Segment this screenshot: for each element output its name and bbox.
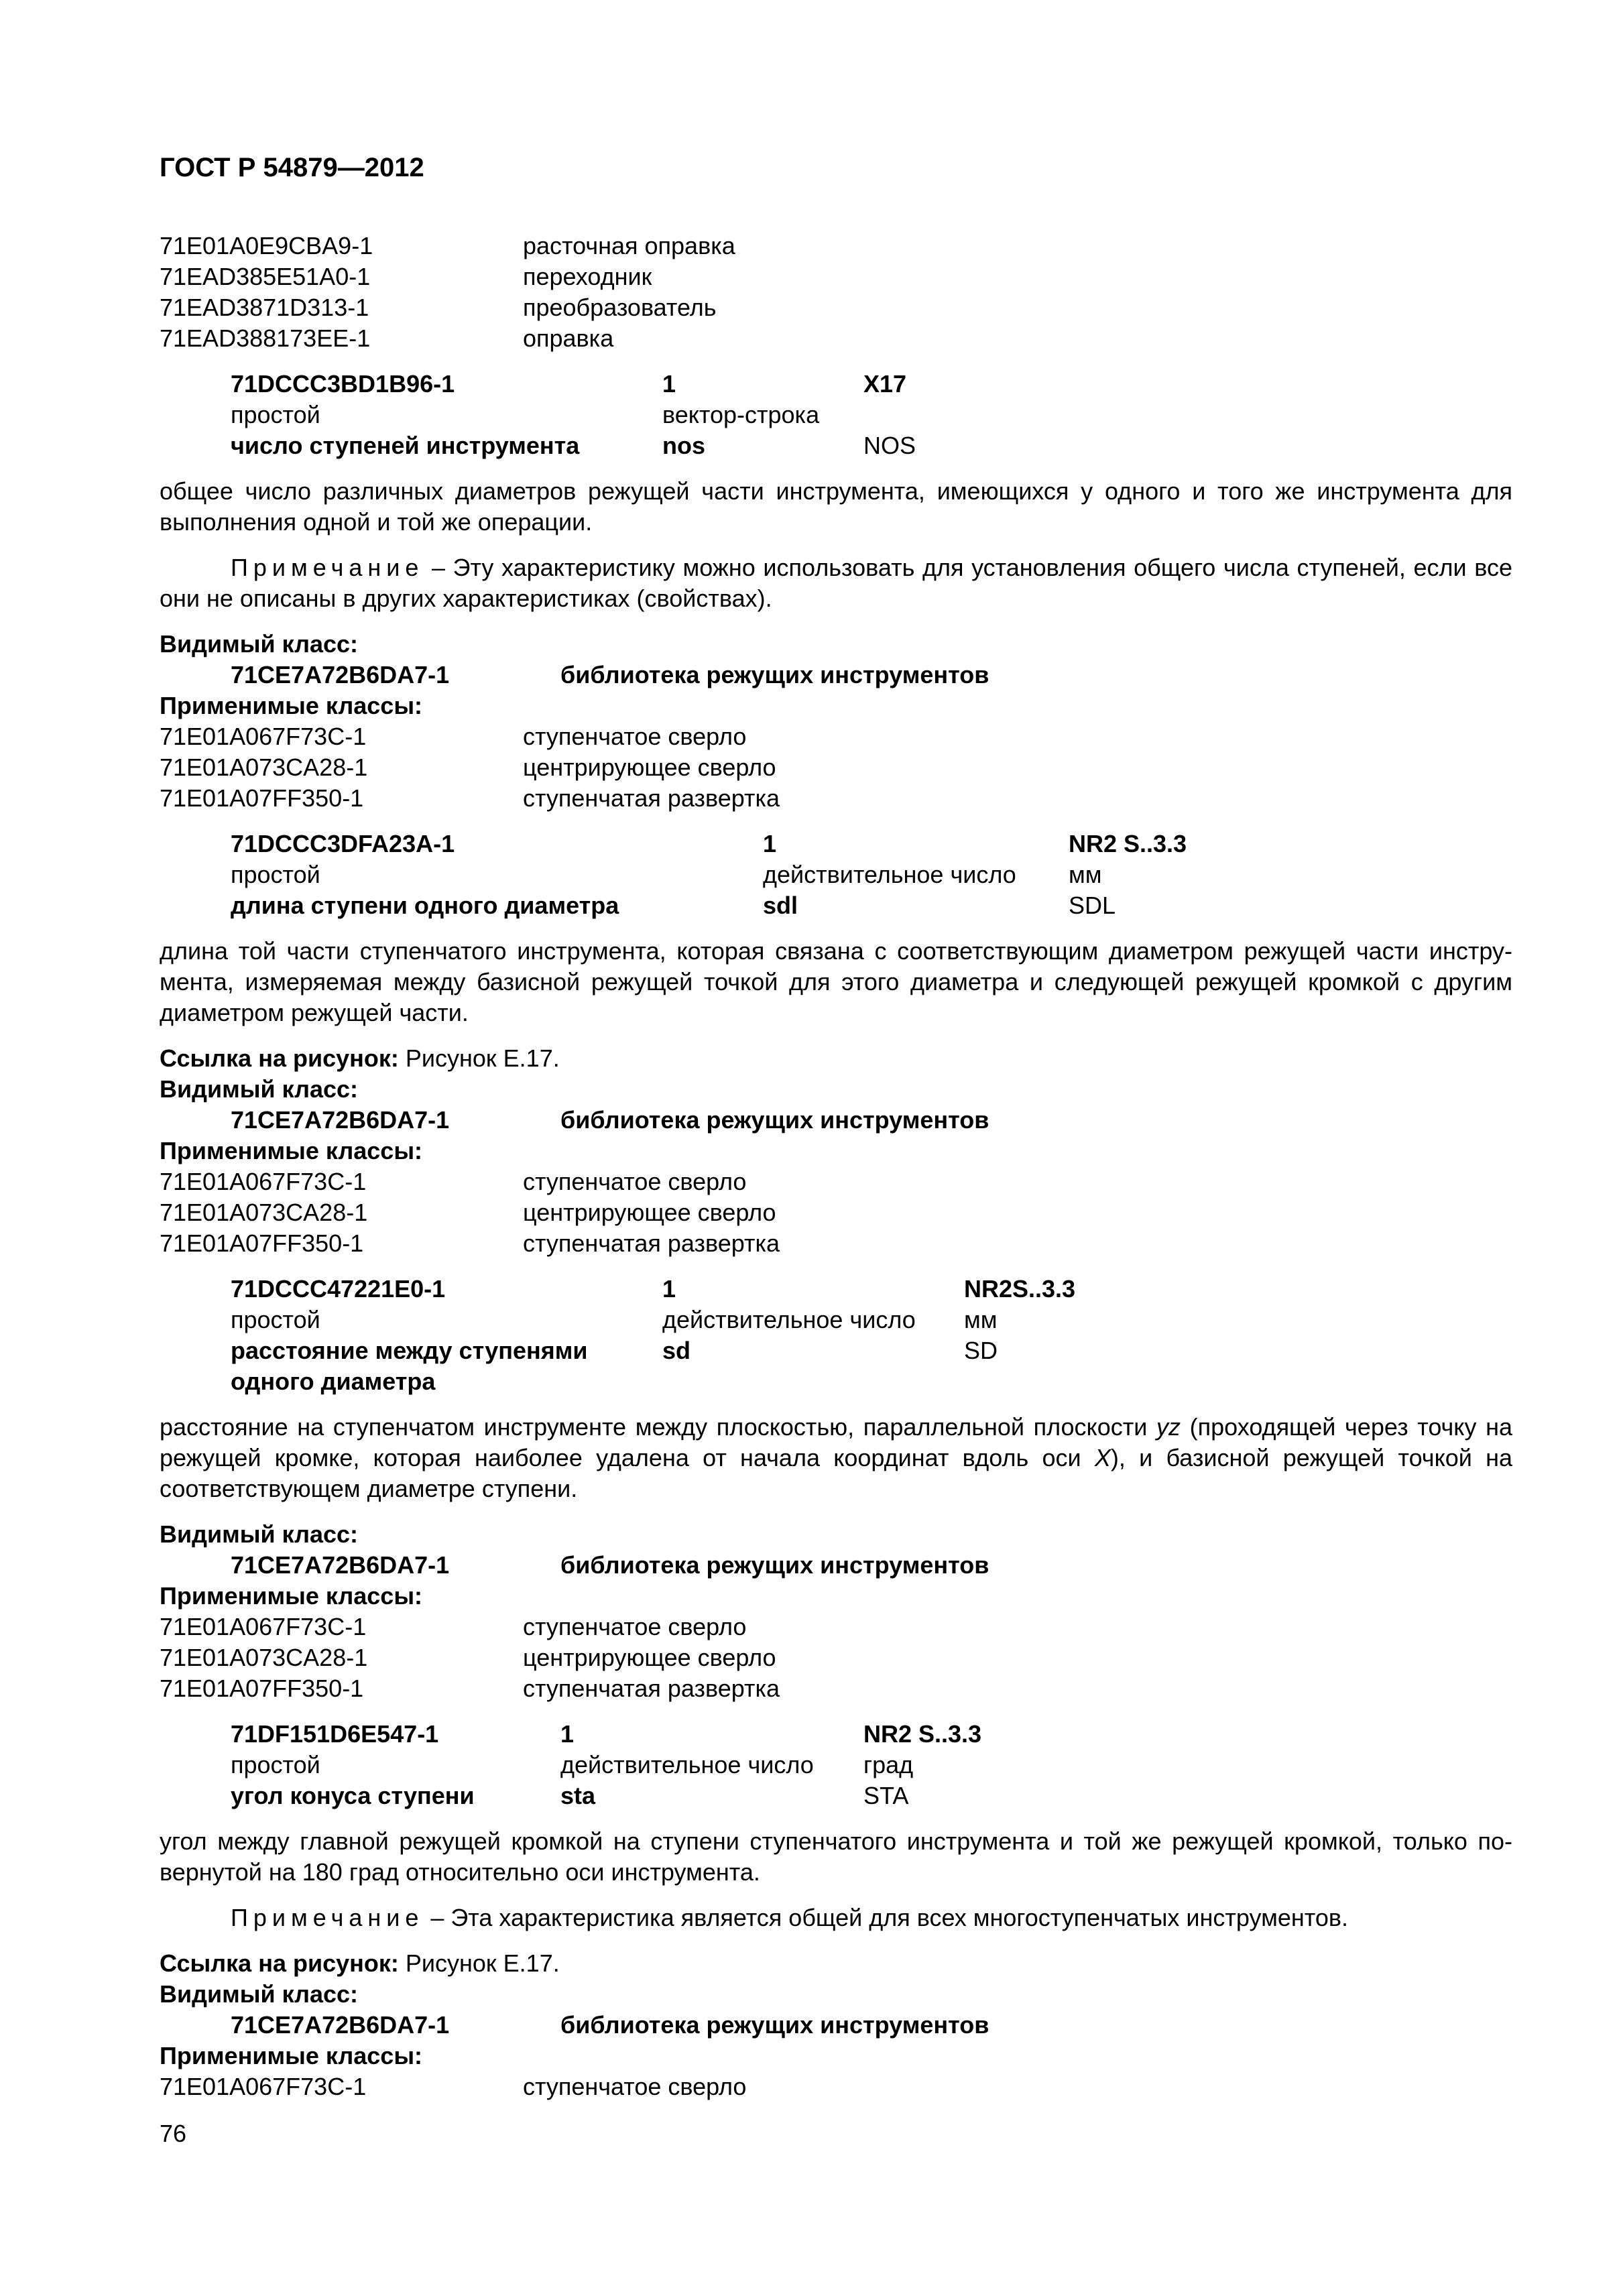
visible-class-label: Видимый класс: — [160, 1520, 358, 1548]
applicable-name: центрирующее сверло — [523, 1199, 776, 1226]
entry-version: 1 — [662, 1275, 676, 1303]
note — [160, 1902, 1512, 1933]
visible-class-label: Видимый класс: — [160, 1075, 358, 1103]
definition-text: расстояние на ступенчатом инструменте между плоскостью, параллельной плоскости — [160, 1413, 1156, 1441]
applicable-name: ступенчатое сверло — [523, 1168, 747, 1195]
list-code: 71E01A0E9CBA9-1 — [160, 232, 373, 259]
entry-definition — [160, 1412, 1512, 1504]
entry-definition: общее число различных диаметров режущей части инструмента, имеющихся у одного и того же инструмента для выполнения одной и той же операции. — [160, 477, 1512, 536]
list-name: преобразователь — [523, 294, 717, 321]
visible-class-code: 71CE7A72B6DA7-1 — [231, 2011, 450, 2039]
visible-class-code: 71CE7A72B6DA7-1 — [231, 1551, 450, 1579]
applicable-code: 71E01A067F73C-1 — [160, 723, 367, 750]
applicable-label: Применимые классы: — [160, 1137, 423, 1164]
applicable-label: Применимые классы: — [160, 1582, 423, 1610]
entry-name: расстояние между ступенями — [231, 1337, 588, 1364]
list-code: 71EAD385E51A0-1 — [160, 263, 371, 290]
applicable-code: 71E01A07FF350-1 — [160, 1229, 364, 1257]
entry-code: 71DF151D6E547-1 — [231, 1720, 439, 1748]
entry-type: действительное число — [560, 1751, 814, 1778]
entry-short: nos — [662, 432, 706, 459]
entry-ref: NR2 S..3.3 — [863, 1720, 982, 1748]
page-number: 76 — [160, 2120, 187, 2147]
note-label: Примечание — [231, 554, 424, 581]
definition-text: ), и базисной режущей точкой на соответствующем диаметре ступени. — [160, 1444, 1512, 1502]
figure-ref-value: Рисунок Е.17. — [398, 1044, 560, 1072]
note-text: – Эта характеристика является общей для всех многоступенчатых инструментов. — [424, 1904, 1348, 1931]
note-label: Примечание — [231, 1904, 424, 1931]
entry-abbr: NOS — [863, 432, 916, 459]
entry-kind: простой — [231, 1751, 320, 1778]
entry-version: 1 — [560, 1720, 575, 1748]
applicable-code: 71E01A073CA28-1 — [160, 1199, 368, 1226]
visible-class-name: библиотека режущих инструментов — [560, 1551, 989, 1579]
applicable-label: Применимые классы: — [160, 2042, 423, 2069]
entry-name-cont: одного диаметра — [231, 1368, 436, 1395]
entry-code: 71DCCC3DFA23A-1 — [231, 830, 455, 857]
applicable-name: ступенчатое сверло — [523, 2073, 747, 2100]
entry-type: действительное число — [662, 1306, 916, 1333]
applicable-name: ступенчатое сверло — [523, 723, 747, 750]
visible-class-name: библиотека режущих инструментов — [560, 1106, 989, 1134]
entry-abbr: SD — [964, 1337, 998, 1364]
applicable-name: ступенчатое сверло — [523, 1613, 747, 1640]
applicable-name: центрирующее сверло — [523, 1644, 776, 1671]
entry-kind: простой — [231, 1306, 320, 1333]
applicable-name: ступенчатая развертка — [523, 784, 780, 812]
visible-class-code: 71CE7A72B6DA7-1 — [231, 661, 450, 688]
applicable-label: Применимые классы: — [160, 692, 423, 719]
visible-class-label: Видимый класс: — [160, 1980, 358, 2008]
entry-kind: простой — [231, 861, 320, 888]
figure-ref-label: Ссылка на рисунок: — [160, 1044, 399, 1072]
visible-class-name: библиотека режущих инструментов — [560, 2011, 989, 2039]
entry-name: угол конуса ступени — [231, 1782, 475, 1809]
applicable-code: 71E01A073CA28-1 — [160, 1644, 368, 1671]
definition-text: (проходящей через точку на режущей кромке, которая наиболее удалена от начала координат вдоль оси — [160, 1413, 1512, 1471]
entry-unit: мм — [964, 1306, 998, 1333]
entry-type: действительное число — [763, 861, 1016, 888]
entry-short: sdl — [763, 892, 798, 919]
figure-ref — [160, 1043, 560, 1074]
entry-short: sta — [560, 1782, 596, 1809]
visible-class-name: библиотека режущих инструментов — [560, 661, 989, 688]
entry-code: 71DCCC3BD1B96-1 — [231, 370, 455, 398]
applicable-code: 71E01A067F73C-1 — [160, 2073, 367, 2100]
list-code: 71EAD388173EE-1 — [160, 324, 371, 352]
entry-definition: угол между главной режущей кромкой на ступени ступенчатого инструмента и той же режущей кромкой, только по-вернутой на 180 град относительно оси инструмента. — [160, 1827, 1512, 1886]
entry-definition: длина той части ступенчатого инструмента, которая связана с соответствующим диаметром режущей части инстру-мента, измеряемая между базисной режущей точкой для этого диаметра и следующей режущей кромкой с другим диаметром режущей части. — [160, 937, 1512, 1026]
definition-symbol: yz — [1156, 1413, 1181, 1441]
entry-name: длина ступени одного диаметра — [231, 892, 619, 919]
note-text: – Эту характеристику можно использовать для установления общего числа ступеней, если все они не описаны в других характеристиках (свойствах). — [160, 554, 1512, 612]
list-name: расточная оправка — [523, 232, 735, 259]
entry-abbr: SDL — [1069, 892, 1116, 919]
applicable-name: центрирующее сверло — [523, 753, 776, 781]
entry-ref: X17 — [863, 370, 907, 398]
applicable-name: ступенчатая развертка — [523, 1229, 780, 1257]
list-code: 71EAD3871D313-1 — [160, 294, 369, 321]
applicable-code: 71E01A073CA28-1 — [160, 753, 368, 781]
applicable-code: 71E01A067F73C-1 — [160, 1613, 367, 1640]
figure-ref-value: Рисунок Е.17. — [398, 1949, 560, 1977]
entry-code: 71DCCC47221E0-1 — [231, 1275, 446, 1303]
entry-kind: простой — [231, 401, 320, 428]
visible-class-code: 71CE7A72B6DA7-1 — [231, 1106, 450, 1134]
entry-abbr: STA — [863, 1782, 909, 1809]
applicable-code: 71E01A07FF350-1 — [160, 1675, 364, 1702]
entry-version: 1 — [662, 370, 676, 398]
entry-type: вектор-строка — [662, 401, 820, 428]
page-header: ГОСТ Р 54879—2012 — [160, 153, 424, 182]
applicable-code: 71E01A07FF350-1 — [160, 784, 364, 812]
entry-version: 1 — [763, 830, 777, 857]
entry-ref: NR2S..3.3 — [964, 1275, 1076, 1303]
entry-ref: NR2 S..3.3 — [1069, 830, 1187, 857]
entry-short: sd — [662, 1337, 691, 1364]
entry-name: число ступеней инструмента — [231, 432, 580, 459]
applicable-code: 71E01A067F73C-1 — [160, 1168, 367, 1195]
figure-ref-label: Ссылка на рисунок: — [160, 1949, 399, 1977]
figure-ref — [160, 1948, 560, 1979]
definition-symbol: X — [1094, 1444, 1111, 1471]
visible-class-label: Видимый класс: — [160, 630, 358, 658]
applicable-name: ступенчатая развертка — [523, 1675, 780, 1702]
entry-unit: мм — [1069, 861, 1102, 888]
list-name: переходник — [523, 263, 652, 290]
entry-unit: град — [863, 1751, 914, 1778]
note — [160, 552, 1512, 614]
list-name: оправка — [523, 324, 614, 352]
